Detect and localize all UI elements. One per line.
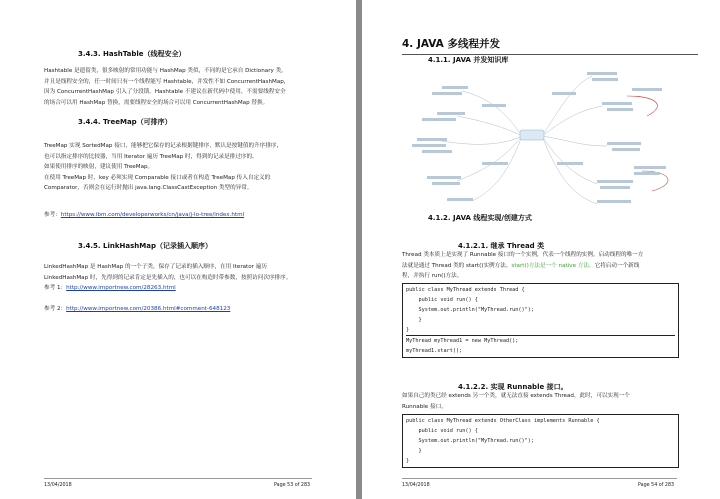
footer-divider	[402, 478, 677, 479]
code-line: MyThread myThread1 = new MyThread();	[406, 338, 519, 344]
footer-date: 13/04/2018	[402, 483, 430, 488]
treemap-reference	[44, 210, 244, 218]
heading-thread-creation: 4.1.2. JAVA 线程实现/创建方式	[428, 214, 532, 222]
native-method-note: start()方法是一个 native 方法，	[511, 262, 595, 269]
text-line: Runnable 接口。	[402, 403, 447, 410]
text-line: 也可以指定排序的比较器，当用 Iterator 遍历 TreeMap 时，得到的记录是排过序的。	[44, 153, 258, 160]
reference-link[interactable]: https://www.ibm.com/developerworks/cn/java/j-lo-tree/index.html	[60, 212, 245, 218]
chapter-title: 4. JAVA 多线程并发	[402, 36, 698, 55]
heading-treemap: 3.4.4. TreeMap（可排序）	[78, 118, 172, 126]
text-line: 如果使用排序的映射，建议使用 TreeMap。	[44, 164, 154, 170]
reference-label: 参考 2：	[44, 306, 67, 312]
text-line	[402, 261, 643, 272]
footer-page-number: Page 54 of 283	[638, 483, 675, 488]
code-line: public class MyThread extends OtherClass implements Runnable {	[406, 418, 600, 424]
text-line: 程，并执行 run()方法。	[402, 273, 463, 279]
code-block-extend-thread	[402, 283, 679, 358]
heading-hashtable: 3.4.3. HashTable（线程安全）	[78, 50, 186, 58]
footer-divider	[44, 478, 312, 479]
code-line: public void run() {	[406, 428, 478, 434]
code-line: System.out.println("MyThread.run()");	[406, 307, 535, 313]
code-line: }	[406, 458, 410, 464]
text-line: Thread 类本质上是实现了 Runnable 接口的一个实例，代表一个线程的实例。启动线程的唯一方	[402, 252, 644, 258]
reference-label: 参考：	[44, 212, 61, 218]
text-line: Comparator，否则会在运行时抛出 java.lang.ClassCastException 类型的异常。	[44, 185, 253, 191]
text-segment: 它将启动一个新线	[594, 262, 640, 269]
concurrency-mindmap-image	[402, 66, 692, 208]
code-line: }	[406, 327, 410, 333]
left-page	[0, 0, 356, 499]
text-segment: 法就是通过 Thread 类的 start()实例方法。	[402, 262, 512, 269]
code-line: }	[406, 448, 422, 454]
text-line: 如果自己的类已经 extends 另一个类，就无法直接 extends Thread，此时，可以实现一个	[402, 393, 630, 399]
text-line: 的场合可以用 HashMap 替换，需要线程安全的场合可以用 ConcurrentHashMap 替换。	[44, 99, 269, 106]
heading-linkedhashmap: 3.4.5. LinkHashMap（记录插入顺序）	[78, 242, 212, 250]
linkedhashmap-reference-2	[44, 304, 230, 312]
implement-runnable-paragraph	[402, 391, 630, 412]
right-page	[362, 0, 720, 499]
text-line: LinkedHashMap 是 HashMap 的一个子类，保存了记录的插入顺序，在用 Iterator 遍历	[44, 264, 267, 270]
text-line: TreeMap 实现 SortedMap 接口，能够把它保存的记录根据键排序，默认是按键值的升序排序，	[44, 143, 283, 149]
code-block-runnable	[402, 414, 679, 468]
heading-extend-thread: 4.1.2.1. 继承 Thread 类	[458, 242, 545, 250]
code-line: public class MyThread extends Thread {	[406, 287, 525, 293]
reference-link[interactable]: http://www.importnew.com/20386.html#comment-648123	[66, 306, 231, 312]
code-line: myThread1.start();	[406, 348, 463, 354]
extend-thread-paragraph	[402, 250, 643, 282]
linkedhashmap-paragraph	[44, 262, 291, 283]
reference-link[interactable]: http://www.importnew.com/28263.html	[66, 285, 176, 291]
heading-knowledge-base: 4.1.1. JAVA 并发知识库	[428, 56, 509, 64]
text-line: Hashtable 是遗留类，很多映射的常用功能与 HashMap 类似，不同的是它承自 Dictionary 类，	[44, 68, 287, 74]
footer-page-number: Page 53 of 283	[274, 483, 311, 488]
code-line: }	[406, 317, 422, 323]
text-line: 在使用 TreeMap 时，key 必须实现 Comparable 接口或者在构造 TreeMap 传入自定义的	[44, 174, 271, 181]
text-line: 并且是线程安全的，任一时间只有一个线程能写 Hashtable，并发性不如 ConcurrentHashMap，	[44, 78, 290, 85]
heading-implement-runnable: 4.1.2.2. 实现 Runnable 接口。	[458, 383, 568, 391]
reference-label: 参考 1：	[44, 285, 67, 291]
text-line: LinkedHashMap 时，先得到的记录肯定是先插入的，也可以在构造时带参数，按照访问次序排序。	[44, 274, 292, 281]
treemap-paragraph	[44, 141, 282, 194]
hashtable-paragraph	[44, 66, 289, 108]
footer-date: 13/04/2018	[44, 483, 72, 488]
text-line: 因为 ConcurrentHashMap 引入了分段锁。Hashtable 不建议在新代码中使用，不需要线程安全	[44, 89, 286, 95]
code-line: System.out.println("MyThread.run()");	[406, 438, 535, 444]
linkedhashmap-reference-1	[44, 283, 176, 291]
code-line: public void run() {	[406, 297, 478, 303]
